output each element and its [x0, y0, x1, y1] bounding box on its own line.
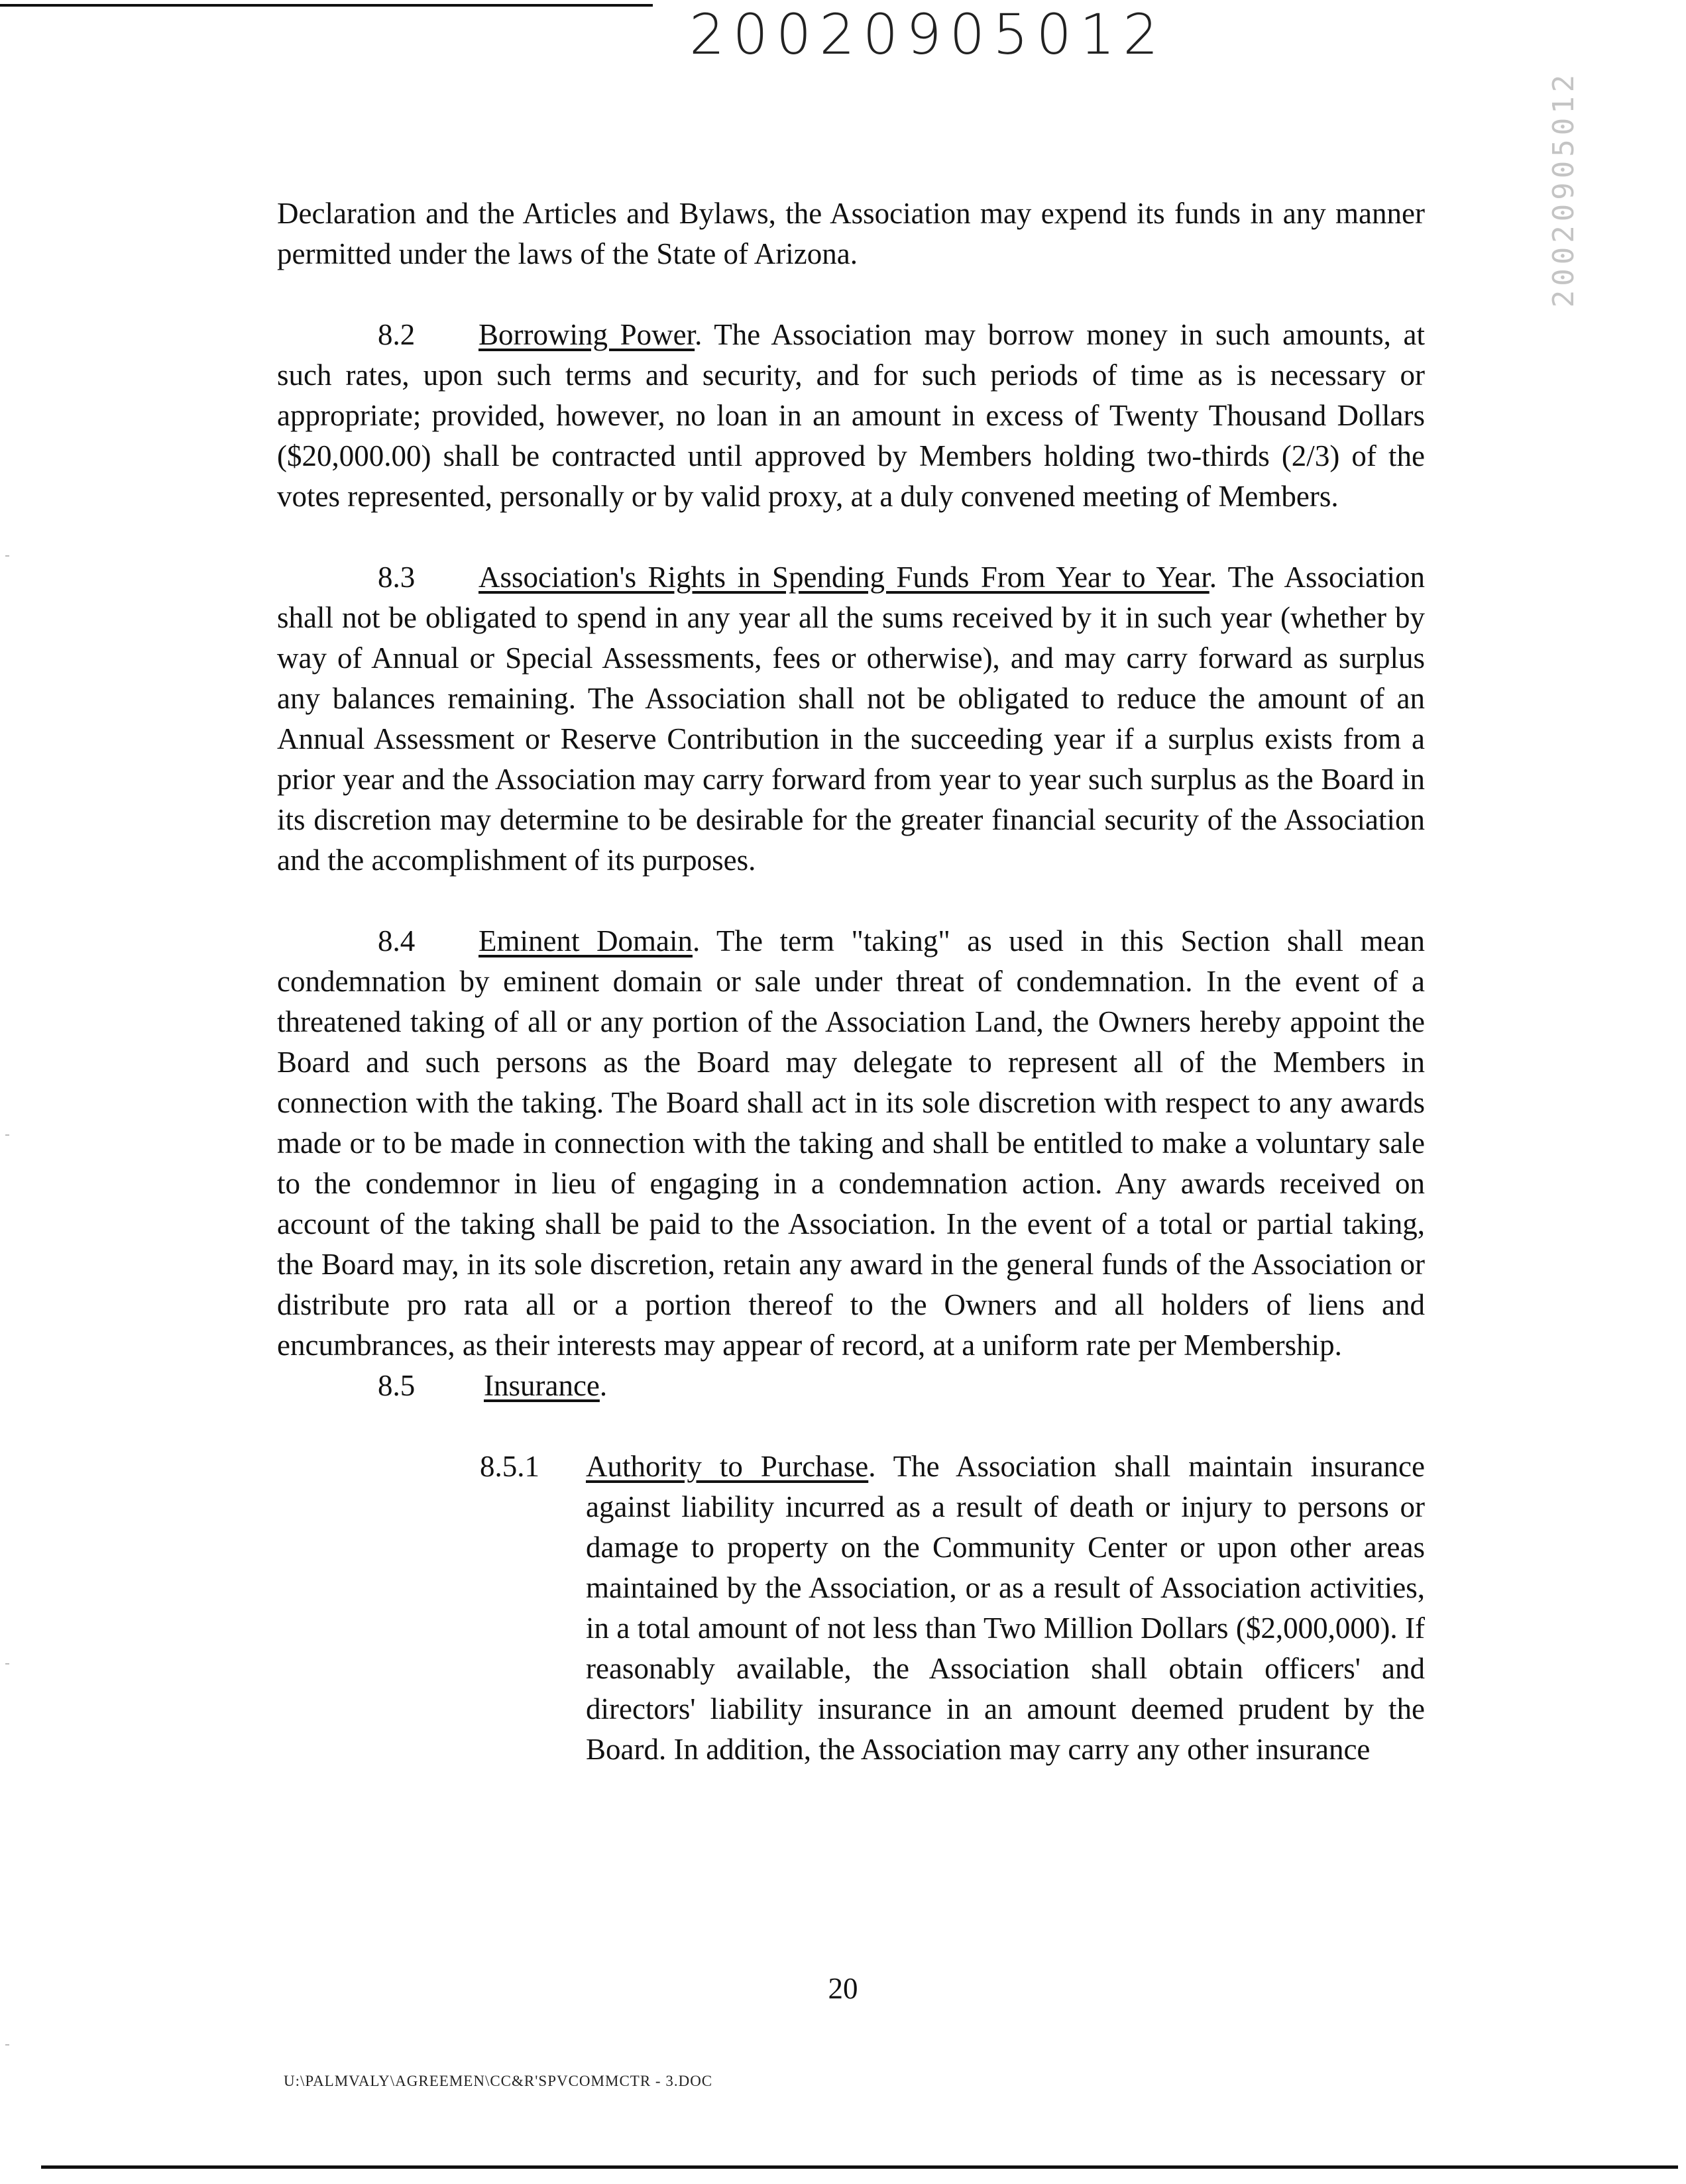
section-8-2 [277, 315, 1425, 517]
margin-tick [5, 2044, 9, 2046]
section-8-5-1 [277, 1447, 1425, 1770]
intro-paragraph: Declaration and the Articles and Bylaws, the Association may expend its funds in any manner permitted under the laws of the State of Arizona. [277, 197, 1425, 270]
section-8-4 [277, 921, 1425, 1366]
section-8-5 [277, 1366, 1425, 1406]
subsection-body [586, 1447, 1425, 1770]
section-text: . The Association shall not be obligated to spend in any year all the sums received by it in such year (whether by way of Annual or Special Assessments, fees or otherwise), and may carry forward as surplus any balances remaining. The Association shall not be obligated to reduce the amount of an Annual Assessment or Reserve Contribution in the succeeding year if a surplus exists from a prior year and the Association may carry forward from year to year such surplus as the Board in its discretion may determine to be desirable for the greater financial security of the Association and the accomplishment of its purposes. [277, 561, 1426, 877]
margin-tick [5, 555, 9, 557]
subsection-heading: Authority to Purchase [586, 1450, 869, 1483]
section-heading: Borrowing Power [478, 318, 695, 351]
subsection-number: 8.5.1 [480, 1450, 539, 1483]
section-text: . The Association may borrow money in such amounts, at such rates, upon such terms and security, and for such periods of time as is necessary or appropriate; provided, however, no loan in an amount in excess of Twenty Thousand Dollars ($20,000.00) shall be contracted until approved by Members holding two-thirds (2/3) of the votes represented, personally or by valid proxy, at a duly convened meeting of Members. [277, 318, 1425, 513]
side-stamp-text: 20020905012 [1547, 70, 1581, 307]
margin-tick [5, 1134, 9, 1136]
section-number: 8.2 [378, 318, 416, 351]
footer-file-path: U:\PALMVALY\AGREEMEN\CC&R'SPVCOMMCTR - 3.DOC [284, 2073, 713, 2089]
document-number: 20020905012 [689, 2, 1166, 67]
section-number: 8.5 [378, 1369, 416, 1402]
section-heading: Insurance [484, 1369, 600, 1402]
section-text: . The term "taking" as used in this Section shall mean condemnation by eminent domain or sale under threat of condemnation. In the event of a threatened taking of all or any portion of the Association Land, the Owners hereby appoint the Board and such persons as the Board may delegate to represent all of the Members in connection with the taking. The Board shall act in its sole discretion with respect to any awards made or to be made in connection with the taking and shall be entitled to make a voluntary sale to the condemnor in lieu of engaging in a condemnation action. Any awards received on account of the taking shall be paid to the Association. In the event of a total or partial taking, the Board may, in its sole discretion, retain any award in the general funds of the Association or distribute pro rata all or a portion thereof to the Owners and all holders of liens and encumbrances, as their interests may appear of record, at a uniform rate per Membership. [277, 924, 1425, 1362]
section-heading-trail: . [599, 1369, 608, 1402]
side-stamp [1524, 70, 1604, 307]
page-number: 20 [828, 1972, 858, 2005]
section-8-3 [277, 557, 1425, 881]
section-heading: Association's Rights in Spending Funds From Year to Year [478, 561, 1209, 594]
section-heading: Eminent Domain [478, 924, 693, 957]
section-number: 8.4 [378, 924, 416, 957]
section-number: 8.3 [378, 561, 416, 594]
document-body [277, 193, 1425, 1770]
bottom-rule [41, 2165, 1678, 2169]
subsection-text: . The Association shall maintain insurance against liability incurred as a result of death or injury to persons or damage to property on the Community Center or upon other areas maintained by the Association, or as a result of Association activities, in a total amount of not less than Two Million Dollars ($2,000,000). If reasonably available, the Association shall obtain officers' and directors' liability insurance in an amount deemed prudent by the Board. In addition, the Association may carry any other insurance [586, 1450, 1426, 1766]
margin-tick [5, 1663, 9, 1665]
top-rule [0, 4, 653, 7]
